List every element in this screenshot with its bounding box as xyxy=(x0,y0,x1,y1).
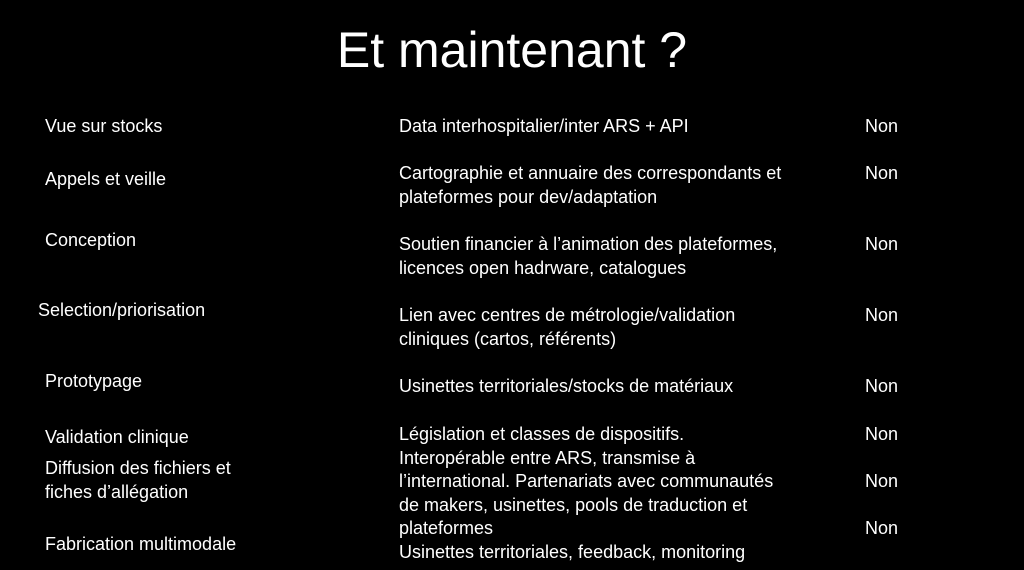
description-line: licences open hadrware, catalogues xyxy=(399,258,687,278)
description-line: Interopérable entre ARS, transmise à xyxy=(399,448,696,468)
status-value: Non xyxy=(865,305,899,325)
status-value: Non xyxy=(865,376,899,396)
description-line: Législation et classes de dispositifs. xyxy=(399,424,685,444)
description-line: plateformes xyxy=(399,518,494,538)
description-line: plateformes pour dev/adaptation xyxy=(399,187,658,207)
status-value: Non xyxy=(865,471,899,491)
status-value: Non xyxy=(865,116,899,136)
description-line: Lien avec centres de métrologie/validation xyxy=(399,305,736,325)
slide-title: Et maintenant ? xyxy=(336,22,688,78)
topic-label: Selection/priorisation xyxy=(38,300,206,320)
description-line: Data interhospitalier/inter ARS + API xyxy=(399,116,689,136)
topic-label: Validation clinique xyxy=(45,427,189,447)
description-line: Usinettes territoriales, feedback, monitoring xyxy=(399,542,746,562)
description-line: de makers, usinettes, pools de traduction et xyxy=(399,495,748,515)
topic-label: fiches d’allégation xyxy=(45,482,189,502)
status-value: Non xyxy=(865,163,899,183)
topic-label: Conception xyxy=(45,230,137,250)
topic-label: Fabrication multimodale xyxy=(45,534,237,554)
description-line: Usinettes territoriales/stocks de matériaux xyxy=(399,376,734,396)
description-line: cliniques (cartos, référents) xyxy=(399,329,617,349)
topic-label: Appels et veille xyxy=(45,169,167,189)
status-value: Non xyxy=(865,518,899,538)
topic-label: Vue sur stocks xyxy=(45,116,163,136)
topic-label: Diffusion des fichiers et xyxy=(45,458,231,478)
topic-label: Prototypage xyxy=(45,371,143,391)
status-value: Non xyxy=(865,234,899,254)
description-line: Soutien financier à l’animation des plateformes, xyxy=(399,234,778,254)
status-value: Non xyxy=(865,424,899,444)
description-line: Cartographie et annuaire des correspondants et xyxy=(399,163,782,183)
description-line: l’international. Partenariats avec communautés xyxy=(399,471,774,491)
